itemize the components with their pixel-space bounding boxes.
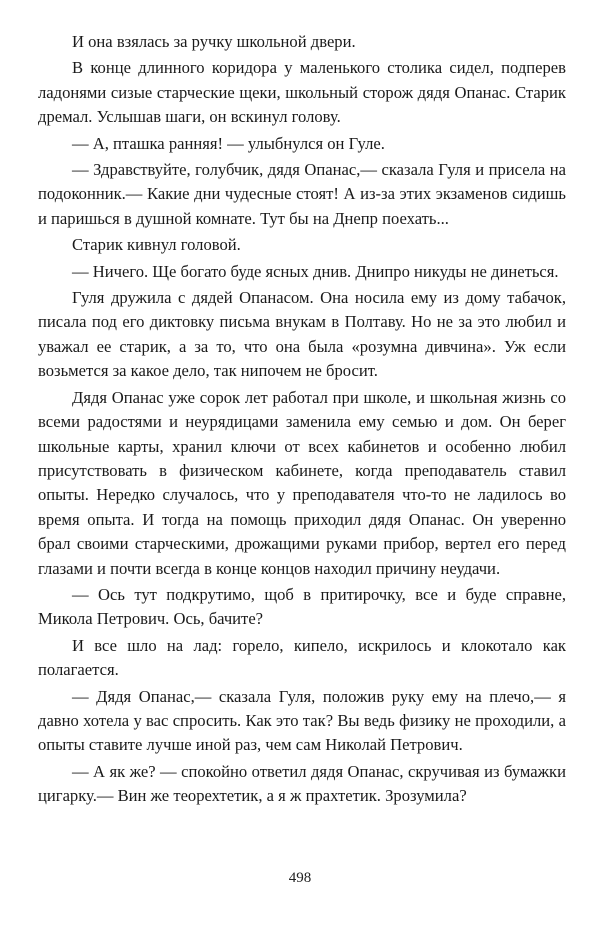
- paragraph: И все шло на лад: горело, кипело, искрилось и клокотало как полагается.: [38, 635, 566, 680]
- paragraph: Старик кивнул головой.: [72, 235, 241, 255]
- paragraph: — Здравствуйте, голубчик, дядя Опанас,— сказала Гуля и присела на подоконник.— Какие дни чудесные стоят! А из-за этих экзаменов сидишь и паришься в душной комнате. Тут бы на Днепр поехать...: [38, 160, 566, 228]
- paragraph: — А, пташка ранняя! — улыбнулся он Гуле.: [72, 133, 385, 153]
- paragraph: Гуля дружила с дядей Опанасом. Она носила ему из дому табачок, писала под его диктовку письма внукам в Полтаву. Но не за это любил и уважал ее старик, а за то, что она была «розумна дивчина». Уж если возьмется за какое дело, так нипочем не бросит.: [38, 288, 566, 381]
- paragraph: — Дядя Опанас,— сказала Гуля, положив руку ему на плечо,— я давно хотела у вас спросить. Как это так? Вы ведь физику не проходили, а опыты ставите лучше иной раз, чем сам Николай Петрович.: [38, 686, 566, 755]
- paragraph: Дядя Опанас уже сорок лет работал при школе, и школьная жизнь со всеми радостями и неурядицами заменила ему семью и дом. Он берег школьные карты, хранил ключи от всех кабинетов и особенно любил присутствовать в физическом кабинете, когда преподаватель ставил опыты. Нередко случалось, что у преподавателя что-то не ладилось во время опыта. И тогда на помощь приходил дядя Опанас. Он уверенно брал своими старческими, дрожащими руками прибор, вертел его перед глазами и почти всегда в конце концов находил причину неудачи.: [38, 387, 566, 578]
- paragraph: В конце длинного коридора у маленького столика сидел, подперев ладонями сизые старческие щеки, школьный сторож дядя Опанас. Старик дремал. Услышав шаги, он вскинул голову.: [38, 58, 566, 127]
- paragraph: — А як же? — спокойно ответил дядя Опанас, скручивая из бумажки цигарку.— Вин же теорехтетик, а я ж прахтетик. Зрозумила?: [38, 761, 566, 806]
- paragraph: — Ничего. Ще богато буде ясных днив. Днипро никуды не динеться.: [72, 261, 559, 281]
- paragraph: И она взялась за ручку школьной двери.: [72, 32, 356, 51]
- page-number: 498: [288, 870, 312, 886]
- page-text: [38, 30, 566, 811]
- paragraph: — Ось тут подкрутимо, щоб в притирочку, все и буде справне, Микола Петрович. Ось, бачите?: [38, 584, 566, 629]
